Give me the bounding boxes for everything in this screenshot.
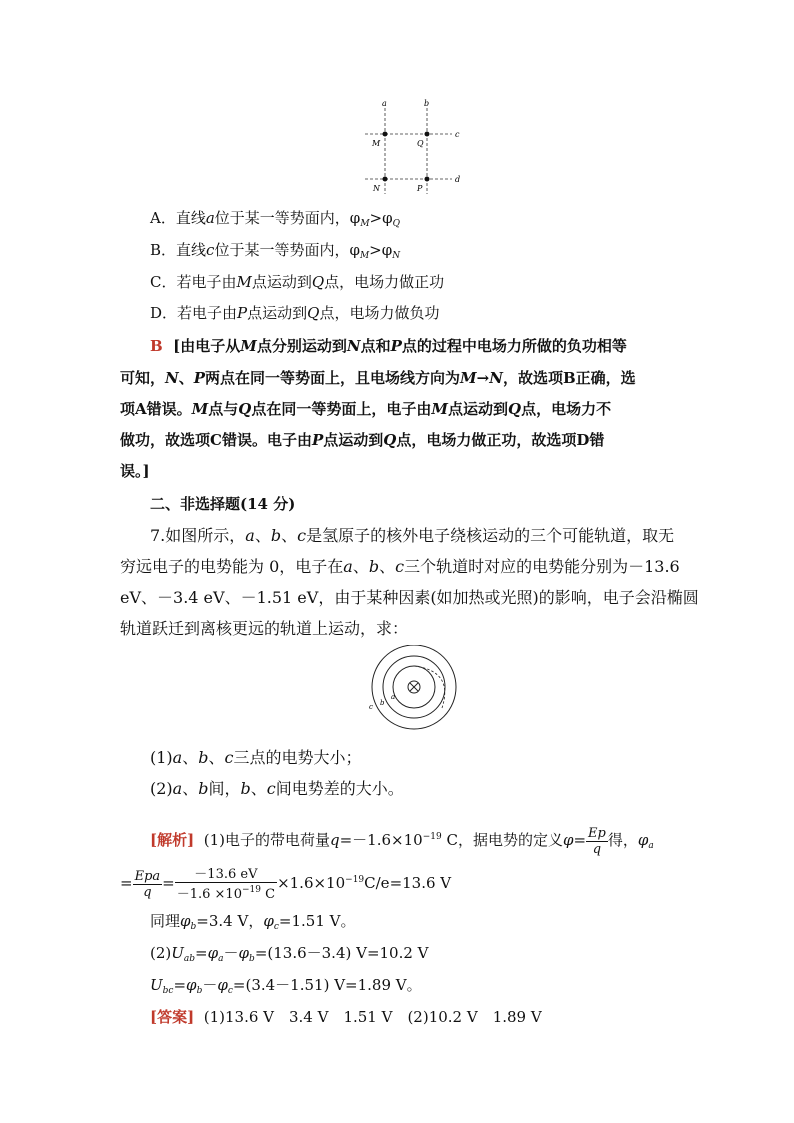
answer6-line3: 项A错误。M点与Q点在同一等势面上，电子由M点运动到Q点，电场力不 [120,400,612,418]
answer-letter: B [150,337,163,355]
label-a: a [382,99,387,108]
orbit-label-b: b [380,699,385,707]
option-a: A．直线a位于某一等势面内，$\varphi_M>\varphi_Q$ [150,209,400,229]
final-answer-tag: [答案] [150,1008,195,1026]
answer6-line1: B [由电子从M点分别运动到N点和P点的过程中电场力所做的负功相等 [150,337,627,355]
label-N: N [373,184,380,193]
option-b: B．直线c位于某一等势面内，$\varphi_M>\varphi_N$ [150,241,401,261]
analysis-tag: [解析] [150,831,195,849]
answer6-line2: 可知，N、P两点在同一等势面上，且电场线方向为M→N，故选项B正确，选 [120,369,636,387]
option-d: D．若电子由P点运动到Q点，电场力做负功 [150,304,440,322]
q7-line4: 轨道跃迁到离核更远的轨道上运动，求： [120,619,409,638]
analysis-line4: $(2)U_{ab}=\varphi_a-\varphi_b=(13.6-3.4)$ V=10.2 V [150,944,429,964]
analysis-line5: $U_{bc}=\varphi_b-\varphi_c=(3.4-1.51)$ V=1.89 V。 [150,976,422,996]
analysis-line3: 同理$\varphi_b=3.4$ V，$\varphi_c=1.51$ V。 [150,912,356,932]
q7-line1: 7.如图所示，a、b、c是氢原子的核外电子绕核运动的三个可能轨道，取无 [150,526,675,545]
analysis-line2: = $\frac{\text{Epa}}{q}$ = $\frac{-13.6 eV}{-1.6 \times 10^{-19} C}$ $\times 1.6\times 10^{-19}C/e=13.6$ V [120,866,452,902]
label-M: M [372,139,381,148]
orbit-label-a: a [391,693,396,701]
final-answer: [答案] (1)13.6 V 3.4 V 1.51 V (2)10.2 V 1.89 V [150,1008,542,1026]
option-c: C．若电子由M点运动到Q点，电场力做正功 [150,273,445,291]
label-c: c [455,130,460,139]
hydrogen-orbits-figure [362,645,472,730]
section-title: 二、非选择题(14 分) [150,495,296,513]
label-Q: Q [417,139,424,148]
analysis-line1: [解析] (1)电子的带电荷量$q=-1.6\times 10^{-19}$ C，据电势的定义φ= $\frac{Ep}{q}$ 得，$\varphi_a$ [150,825,654,857]
orbit-label-c: c [369,703,373,711]
equipotential-grid-figure [360,96,470,196]
q7-sub1: (1)a、b、c三点的电势大小； [150,748,362,767]
q7-line3: eV、－3.4 eV、－1.51 eV，由于某种因素(如加热或光照)的影响，电子会沿椭圆 [120,588,699,607]
label-b: b [424,99,430,108]
label-P: P [417,184,423,193]
label-d: d [455,175,461,184]
answer6-line4: 做功，故选项C错误。电子由P点运动到Q点，电场力做正功，故选项D错 [120,431,605,449]
q7-sub2: (2)a、b间，b、c间电势差的大小。 [150,779,404,798]
q7-line2: 穷远电子的电势能为 0，电子在a、b、c三个轨道时对应的电势能分别为－13.6 [120,557,680,576]
answer6-line5: 误。] [120,462,150,480]
